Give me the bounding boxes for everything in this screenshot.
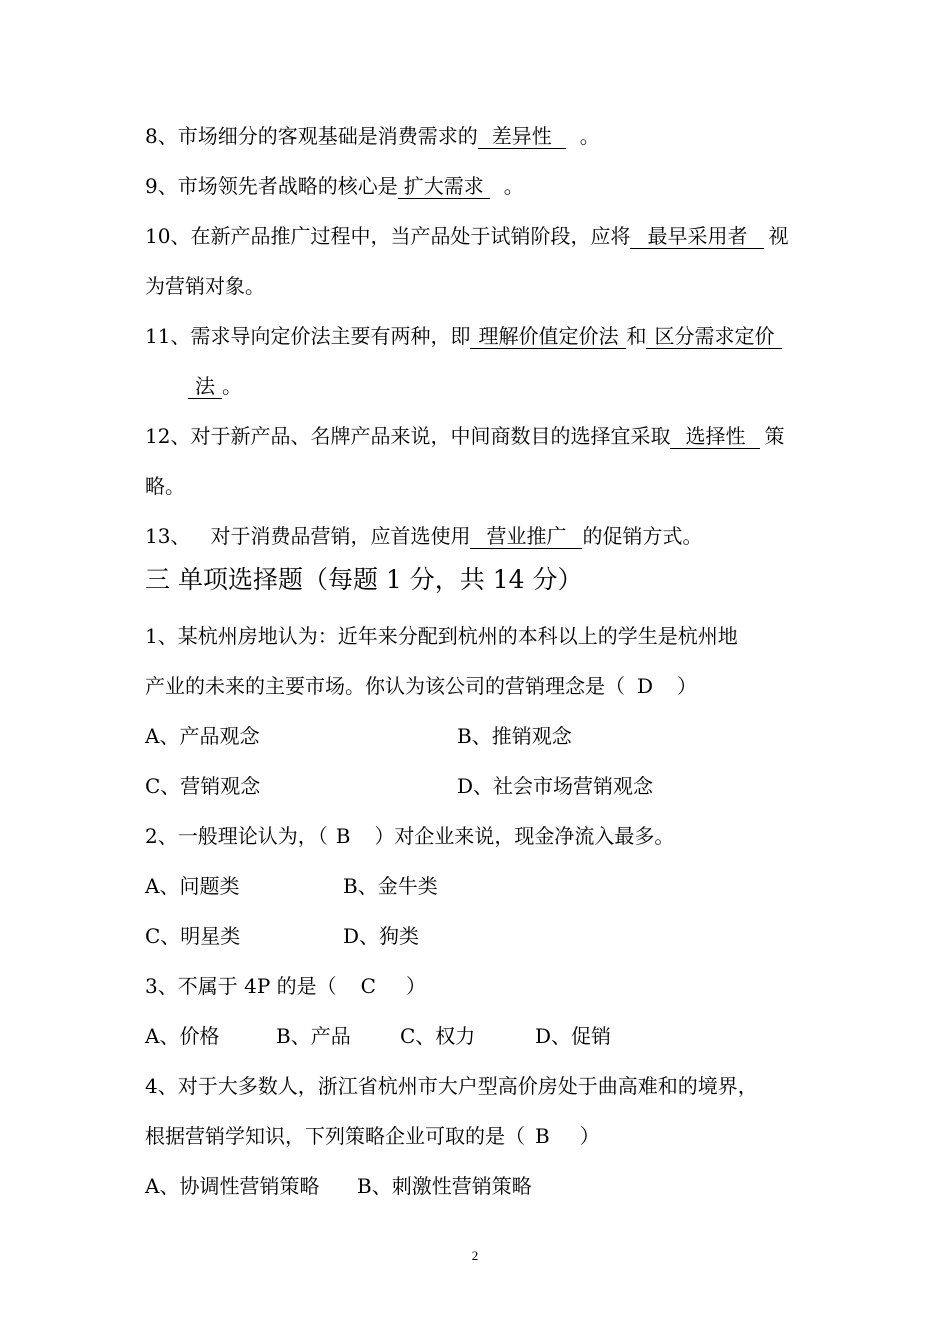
answer-blank: 区分需求定价 xyxy=(646,324,782,349)
fill-question-12: 12、对于新产品、名牌产品来说，中间商数目的选择宜采取 选择性 策 xyxy=(145,424,785,448)
option: A、协调性营销策略 xyxy=(145,1174,320,1198)
answer: B xyxy=(535,1124,550,1148)
option: C、营销观念 xyxy=(145,774,261,798)
fill-question-8: 8、市场细分的客观基础是消费需求的 差异性 。 xyxy=(145,124,600,148)
answer-blank: 差异性 xyxy=(478,124,566,149)
fill-question-13: 13、 对于消费品营销，应首选使用 营业推广 的促销方式。 xyxy=(145,524,703,548)
option: D、狗类 xyxy=(343,924,420,948)
answer-blank: 最早采用者 xyxy=(630,224,764,249)
section-title: 三 单项选择题（每题 1 分，共 14 分） xyxy=(145,565,583,594)
option: B、刺激性营销策略 xyxy=(357,1174,532,1198)
fill-question-11-cont: 法 。 xyxy=(188,372,242,400)
mc-question-4-cont: 根据营销学知识，下列策略企业可取的是（ B ） xyxy=(145,1124,600,1148)
mc-question-4: 4、对于大多数人，浙江省杭州市大户型高价房处于曲高难和的境界， xyxy=(145,1074,758,1098)
page-number: 2 xyxy=(471,1248,479,1263)
option: C、明星类 xyxy=(145,924,241,948)
mc-question-1: 1、某杭州房地认为：近年来分配到杭州的本科以上的学生是杭州地 xyxy=(145,624,738,648)
mc-question-2: 2、一般理论认为，（ B ）对企业来说，现金净流入最多。 xyxy=(145,824,675,848)
fill-question-10-cont: 为营销对象。 xyxy=(145,274,265,298)
fill-question-9: 9、市场领先者战略的核心是 扩大需求 。 xyxy=(145,174,524,198)
option: A、问题类 xyxy=(145,874,240,898)
fill-question-10: 10、在新产品推广过程中，当产品处于试销阶段，应将 最早采用者 视 xyxy=(145,224,789,248)
answer-blank: 选择性 xyxy=(670,424,760,449)
fill-question-12-cont: 略。 xyxy=(145,474,185,498)
mc-question-3: 3、不属于 4P 的是（ C ） xyxy=(145,974,426,998)
answer: C xyxy=(360,974,376,998)
mc-question-1-cont: 产业的未来的主要市场。你认为该公司的营销理念是（ D ） xyxy=(145,674,698,698)
option: A、产品观念 xyxy=(145,724,260,748)
answer-blank: 营业推广 xyxy=(470,524,582,549)
answer-blank: 扩大需求 xyxy=(398,174,490,199)
fill-question-11: 11、需求导向定价法主要有两种，即 理解价值定价法 和 区分需求定价 xyxy=(145,322,782,350)
answer-blank: 法 xyxy=(188,374,222,399)
answer: B xyxy=(335,824,351,848)
option: D、社会市场营销观念 xyxy=(457,774,654,798)
option: A、价格 xyxy=(145,1024,220,1048)
option: D、促销 xyxy=(535,1024,612,1048)
answer-blank: 理解价值定价法 xyxy=(470,324,626,349)
option: B、推销观念 xyxy=(457,724,572,748)
option: B、金牛类 xyxy=(343,874,438,898)
option: C、权力 xyxy=(400,1024,476,1048)
answer: D xyxy=(637,674,654,698)
option: B、产品 xyxy=(276,1024,351,1048)
